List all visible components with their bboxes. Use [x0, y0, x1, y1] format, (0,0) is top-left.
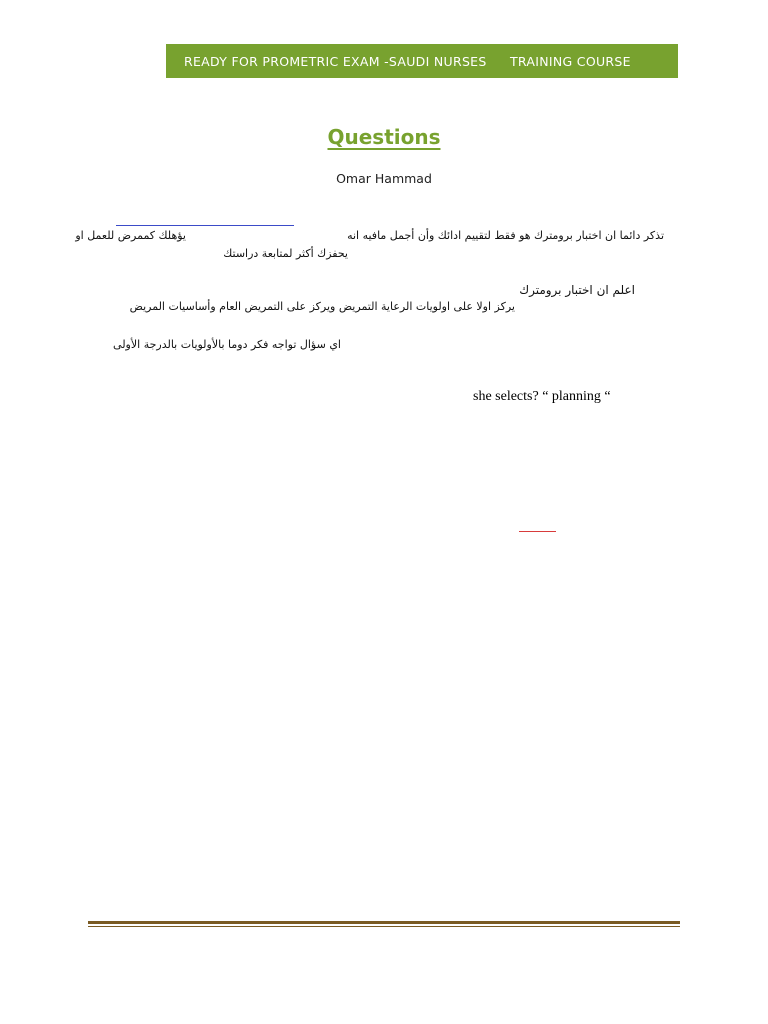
arabic-line-1-left: يؤهلك كممرض للعمل او	[75, 229, 186, 242]
hyperlink-underline	[116, 225, 294, 226]
page-header-bar	[166, 44, 678, 78]
arabic-line-2: يحفزك أكثر لمتابعة دراستك	[223, 247, 348, 260]
arabic-line-3: اعلم ان اختبار برومترك	[519, 283, 635, 297]
arabic-line-1-right: تذكر دائما ان اختبار برومترك هو فقط لتقييم ادائك وأن أجمل مافيه انه	[347, 229, 664, 242]
author-name: Omar Hammad	[336, 171, 432, 186]
header-course-title: READY FOR PROMETRIC EXAM -SAUDI NURSES	[184, 53, 487, 69]
header-course-type: TRAINING COURSE	[510, 53, 631, 69]
red-underline-mark	[519, 531, 556, 532]
arabic-line-4: يركز اولا على اولويات الرعاية التمريض ويركز على التمريض العام وأساسيات المريض	[129, 300, 515, 313]
footer-rule	[88, 921, 680, 927]
question-fragment: she selects? “ planning “	[473, 389, 611, 404]
page-title: Questions	[327, 125, 441, 149]
arabic-line-5: اي سؤال تواجه فكر دوما بالأولويات بالدرجة الأولى	[113, 338, 341, 351]
